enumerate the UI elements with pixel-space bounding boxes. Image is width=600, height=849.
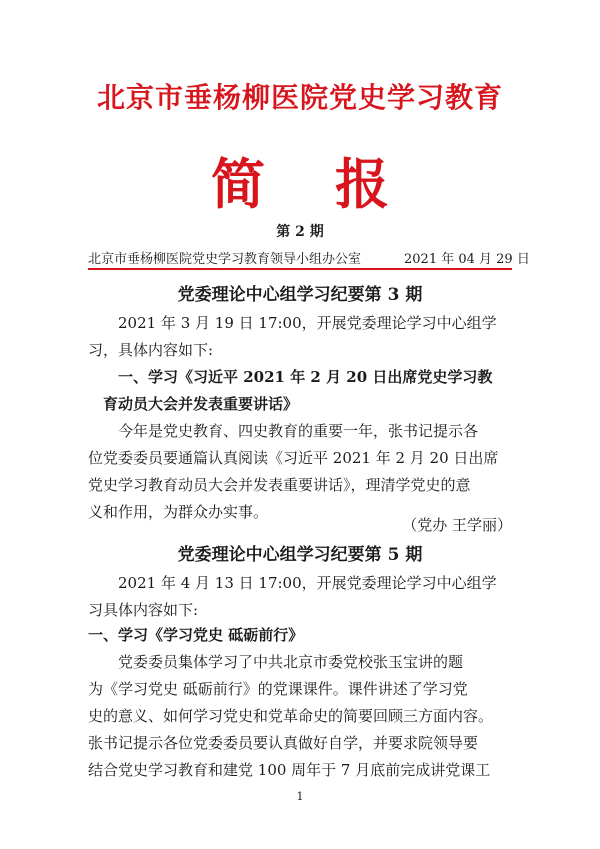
paragraph-body bbox=[88, 418, 512, 526]
subheading-line: 一、学习《学习党史 砥砺前行》 bbox=[88, 626, 304, 644]
paragraph-line: 史的意义、如何学习党史和党革命史的简要回顾三方面内容。 bbox=[88, 707, 494, 725]
subheading bbox=[88, 622, 512, 649]
subheading-line: 育动员大会并发表重要讲话》 bbox=[103, 395, 299, 413]
paragraph-line: 2021 年 4 月 13 日 17:00，开展党委理论学习中心组学 bbox=[118, 574, 497, 592]
signature: （党办 王学丽） bbox=[402, 516, 512, 534]
paragraph-line: 党委委员集体学习了中共北京市委党校张玉宝讲的题 bbox=[118, 653, 464, 671]
paragraph-line: 张书记提示各位党委委员要认真做好自学，并要求院领导要 bbox=[88, 734, 479, 752]
org-title: 北京市垂杨柳医院党史学习教育 bbox=[96, 81, 503, 114]
paragraph-line: 义和作用，为群众办实事。 bbox=[88, 503, 269, 521]
paragraph-line: 2021 年 3 月 19 日 17:00，开展党委理论学习中心组学 bbox=[118, 314, 497, 332]
paragraph-line: 习具体内容如下: bbox=[88, 601, 199, 619]
issuing-office: 北京市垂杨柳医院党史学习教育领导小组办公室 bbox=[88, 252, 362, 267]
subheading-line: 一、学习《习近平 2021 年 2 月 20 日出席党史学习教 bbox=[118, 368, 493, 386]
paragraph-intro bbox=[88, 570, 512, 624]
paragraph-intro bbox=[88, 310, 512, 364]
paragraph-line: 今年是党史教育、四史教育的重要一年，张书记提示各 bbox=[118, 422, 479, 440]
paragraph-line: 结合党史学习教育和建党 100 周年于 7 月底前完成讲党课工 bbox=[88, 761, 491, 779]
subheading bbox=[88, 364, 512, 418]
paragraph-line: 位党委委员要通篇认真阅读《习近平 2021 年 2 月 20 日出席 bbox=[88, 449, 499, 467]
red-divider bbox=[88, 268, 512, 270]
page-number: 1 bbox=[296, 790, 304, 803]
issue-number: 第 2 期 bbox=[276, 224, 324, 240]
section-heading: 党委理论中心组学习纪要第 3 期 bbox=[177, 285, 423, 305]
section-heading: 党委理论中心组学习纪要第 5 期 bbox=[177, 545, 423, 565]
paragraph-line: 习，具体内容如下: bbox=[88, 341, 214, 359]
paragraph-line: 为《学习党史 砥砺前行》的党课课件。课件讲述了学习党 bbox=[88, 680, 468, 698]
paragraph-line: 党史学习教育动员大会并发表重要讲话》，理清学党史的意 bbox=[88, 476, 471, 494]
paragraph-body bbox=[88, 649, 512, 784]
bulletin-title: 简报 bbox=[211, 152, 459, 216]
issue-date: 2021 年 04 月 29 日 bbox=[404, 252, 530, 267]
